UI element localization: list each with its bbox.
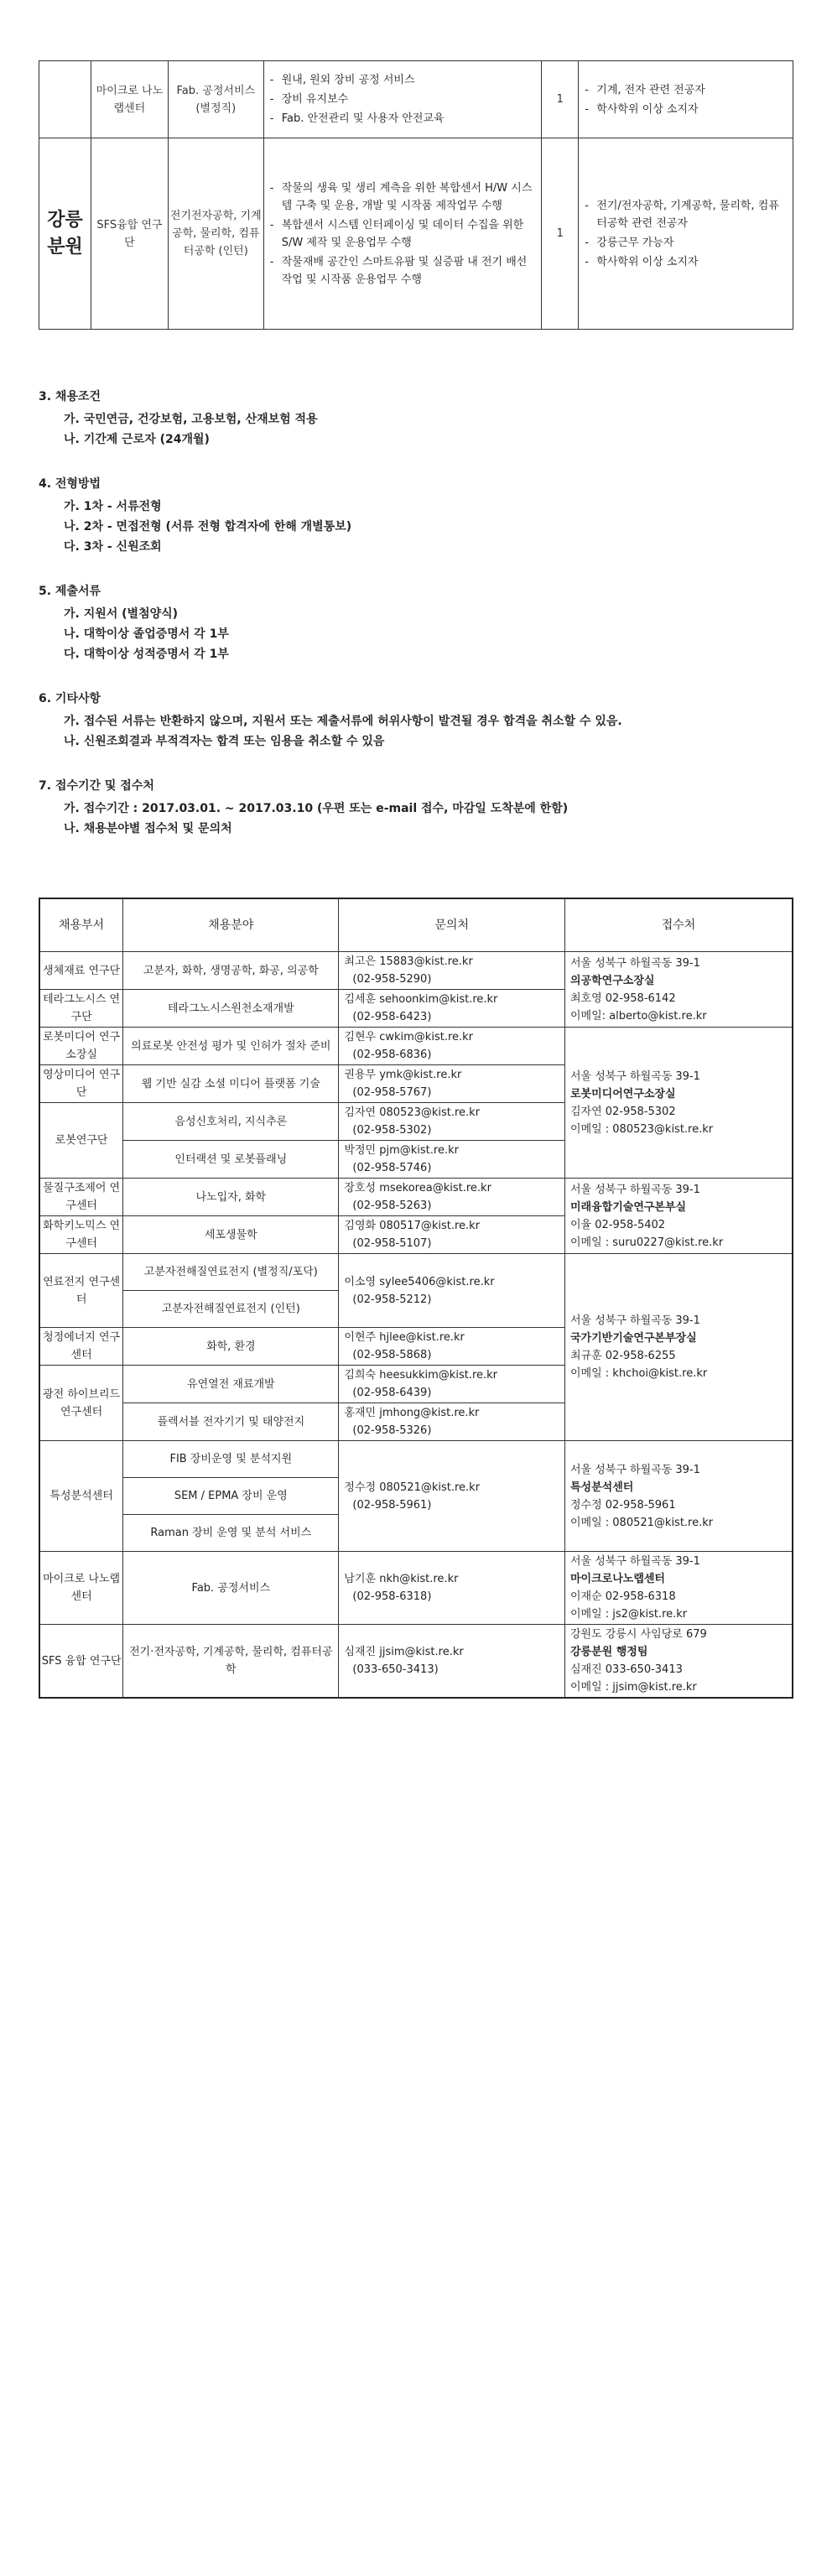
inquiry-cell <box>339 1366 565 1403</box>
qual-item: - 학사학위 이상 소지자 <box>585 101 787 118</box>
section-title: 4. 전형방법 <box>39 477 101 491</box>
inquiry-email: 최고은 15883@kist.re.kr <box>344 955 473 968</box>
table-row <box>39 1254 793 1291</box>
receipt-email: 이메일 : jjsim@kist.re.kr <box>569 1681 697 1694</box>
duties-cell <box>263 138 542 330</box>
section-item: 나. 기간제 근로자 (24개월) <box>64 433 210 446</box>
field-cell: 전기·전자공학, 기계공학, 물리학, 컴퓨터공학 <box>123 1625 339 1699</box>
count-cell: 1 <box>542 61 579 138</box>
table-row <box>39 1441 793 1478</box>
section-item: 다. 3차 - 신원조회 <box>64 540 162 554</box>
inquiry-cell <box>339 1328 565 1366</box>
receipt-address: 강원도 강릉시 사임당로 679 <box>569 1628 707 1641</box>
receipt-office: 의공학연구소장실 <box>569 974 655 987</box>
inquiry-email: 정수정 080521@kist.re.kr <box>344 1481 481 1494</box>
inquiry-email: 심재진 jjsim@kist.re.kr <box>344 1646 464 1658</box>
inquiry-cell <box>339 1179 565 1216</box>
inquiry-cell <box>339 1441 565 1552</box>
receipt-address: 서울 성북구 하월곡동 39-1 <box>569 1463 700 1476</box>
section-block <box>39 777 793 839</box>
inquiry-phone: (02-958-6423) <box>352 1011 432 1023</box>
dept-cell: 광전 하이브리드 연구센터 <box>39 1366 123 1441</box>
receipt-cell <box>564 1179 793 1254</box>
inquiry-phone: (02-958-5868) <box>352 1349 432 1361</box>
receipt-email: 이메일 : 080523@kist.re.kr <box>569 1122 714 1136</box>
duty-item: - 작물의 생육 및 생리 계측을 위한 복합센서 H/W 시스템 구축 및 운용, 개발 및 시작품 제작업무 수행 <box>270 180 536 215</box>
section-item: 나. 채용분야별 접수처 및 문의처 <box>64 822 232 835</box>
field-cell: FIB 장비운영 및 분석지원 <box>123 1441 339 1478</box>
receipt-email: 이메일 : khchoi@kist.re.kr <box>569 1367 708 1380</box>
section-item: 나. 2차 - 면접전형 (서류 전형 합격자에 한해 개별통보) <box>64 520 352 533</box>
dept-cell: 테라그노시스 연구단 <box>39 990 123 1028</box>
inquiry-phone: (02-958-5290) <box>352 973 432 986</box>
inquiry-cell <box>339 1254 565 1328</box>
section-item: 가. 접수기간 : 2017.03.01. ~ 2017.03.10 (우편 또는 e-mail 접수, 마감일 도착분에 한함) <box>64 802 569 815</box>
inquiry-phone: (033-650-3413) <box>352 1663 439 1676</box>
inquiry-cell <box>339 1216 565 1254</box>
receipt-address: 서울 성북구 하월곡동 39-1 <box>569 1069 700 1083</box>
receipt-person: 이재순 02-958-6318 <box>569 1590 676 1603</box>
inquiry-phone: (02-958-6318) <box>352 1590 432 1603</box>
dept-cell: 특성분석센터 <box>39 1441 123 1552</box>
receipt-email: 이메일 : js2@kist.re.kr <box>569 1608 688 1621</box>
dept-cell: 생체재료 연구단 <box>39 952 123 990</box>
column-header: 문의처 <box>339 898 565 952</box>
field-cell: 유연열전 재료개발 <box>123 1366 339 1403</box>
dept-cell: 마이크로 나노랩센터 <box>39 1552 123 1625</box>
dept-cell: 화학키노믹스 연구센터 <box>39 1216 123 1254</box>
field-cell: 세포생물학 <box>123 1216 339 1254</box>
quals-cell <box>579 138 793 330</box>
org-cell: 강릉 분원 <box>39 138 91 330</box>
receipt-address: 서울 성북구 하월곡동 39-1 <box>569 956 700 970</box>
inquiry-phone: (02-958-6836) <box>352 1049 432 1061</box>
receipt-person: 심재진 033-650-3413 <box>569 1663 683 1676</box>
inquiry-email: 이소영 sylee5406@kist.re.kr <box>344 1275 495 1288</box>
quals-list <box>580 75 792 125</box>
count-cell: 1 <box>542 138 579 330</box>
inquiry-cell <box>339 990 565 1028</box>
inquiry-email: 김자연 080523@kist.re.kr <box>344 1106 481 1119</box>
receipt-cell <box>564 1254 793 1441</box>
field-cell: 화학, 환경 <box>123 1328 339 1366</box>
field-cell: 플렉서블 전자기기 및 태양전지 <box>123 1403 339 1441</box>
field-cell: Fab. 공정서비스 (별정직) <box>168 61 263 138</box>
inquiry-cell <box>339 1141 565 1179</box>
inquiry-cell <box>339 1625 565 1699</box>
receipt-person: 최호영 02-958-6142 <box>569 991 676 1005</box>
receipt-email: 이메일 : 080521@kist.re.kr <box>569 1516 714 1529</box>
recruit-conditions <box>39 388 793 864</box>
inquiry-email: 홍재민 jmhong@kist.re.kr <box>344 1407 480 1419</box>
quals-list <box>580 190 792 278</box>
qual-item: - 기계, 전자 관련 전공자 <box>585 81 787 99</box>
quals-cell <box>579 61 793 138</box>
section-title: 7. 접수기간 및 접수처 <box>39 779 154 793</box>
inquiry-phone: (02-958-5961) <box>352 1498 432 1512</box>
section-item: 가. 접수된 서류는 반환하지 않으며, 지원서 또는 제출서류에 허위사항이 발견될 경우 합격을 취소할 수 있음. <box>64 715 622 728</box>
top-recruit-table <box>39 60 793 330</box>
inquiry-email: 이현주 hjlee@kist.re.kr <box>344 1331 465 1344</box>
inquiry-phone: (02-958-5746) <box>352 1162 432 1174</box>
org-cell <box>39 61 91 138</box>
receipt-person: 정수정 02-958-5961 <box>569 1498 676 1512</box>
dept-cell: SFS 융합 연구단 <box>39 1625 123 1699</box>
duty-item: - 원내, 원외 장비 공정 서비스 <box>270 71 536 89</box>
qual-item: - 강릉근무 가능자 <box>585 234 787 252</box>
field-cell: 음성신호처리, 지식추론 <box>123 1103 339 1141</box>
field-cell: Fab. 공정서비스 <box>123 1552 339 1625</box>
inquiry-email: 박정민 pjm@kist.re.kr <box>344 1144 459 1157</box>
duties-list <box>265 65 541 134</box>
field-cell: 웹 기반 실감 소셜 미디어 플랫폼 기술 <box>123 1065 339 1103</box>
field-cell: 인터랙션 및 로봇플래닝 <box>123 1141 339 1179</box>
dept-cell: 로봇미디어 연구소장실 <box>39 1028 123 1065</box>
inquiry-cell <box>339 1552 565 1625</box>
inquiry-phone: (02-958-5107) <box>352 1237 432 1250</box>
inquiry-cell <box>339 1103 565 1141</box>
receipt-office: 미래융합기술연구본부실 <box>569 1200 687 1214</box>
field-cell: 고분자전해질연료전지 (인턴) <box>123 1291 339 1328</box>
section-block <box>39 582 793 664</box>
inquiry-phone: (02-958-5212) <box>352 1293 432 1306</box>
receipt-cell <box>564 1625 793 1699</box>
receipt-address: 서울 성북구 하월곡동 39-1 <box>569 1183 700 1196</box>
section-block <box>39 690 793 752</box>
inquiry-phone: (02-958-6439) <box>352 1387 432 1399</box>
dept-cell: 물질구조제어 연구센터 <box>39 1179 123 1216</box>
field-cell: 나노입자, 화학 <box>123 1179 339 1216</box>
dept-cell: 로봇연구단 <box>39 1103 123 1179</box>
recruit-row <box>39 61 793 138</box>
receipt-person: 최규훈 02-958-6255 <box>569 1350 676 1362</box>
duties-cell <box>263 61 542 138</box>
section-item: 가. 1차 - 서류전형 <box>64 500 162 513</box>
receipt-person: 이율 02-958-5402 <box>569 1218 666 1231</box>
field-cell: SEM / EPMA 장비 운영 <box>123 1478 339 1515</box>
inquiry-email: 권용무 ymk@kist.re.kr <box>344 1069 462 1081</box>
receipt-person: 김자연 02-958-5302 <box>569 1105 676 1118</box>
receipt-cell <box>564 1552 793 1625</box>
recruit-row <box>39 138 793 330</box>
receipt-cell <box>564 1028 793 1179</box>
inquiry-phone: (02-958-5326) <box>352 1424 432 1437</box>
section-title: 3. 채용조건 <box>39 390 101 403</box>
section-title: 6. 기타사항 <box>39 692 101 705</box>
field-cell: Raman 장비 운영 및 분석 서비스 <box>123 1515 339 1552</box>
inquiry-email: 김영화 080517@kist.re.kr <box>344 1220 481 1232</box>
section-item: 다. 대학이상 성적증명서 각 1부 <box>64 648 229 661</box>
field-cell: 의료로봇 안전성 평가 및 인허가 절차 준비 <box>123 1028 339 1065</box>
dept-cell: 청정에너지 연구센터 <box>39 1328 123 1366</box>
inquiry-cell <box>339 952 565 990</box>
section-item: 나. 신원조회결과 부적격자는 합격 또는 임용을 취소할 수 있음 <box>64 735 385 748</box>
dept-cell: 연료전지 연구센터 <box>39 1254 123 1328</box>
field-cell: 전기전자공학, 기계공학, 물리학, 컴퓨터공학 (인턴) <box>168 138 263 330</box>
receipt-office: 마이크로나노랩센터 <box>569 1573 665 1585</box>
unit-cell: SFS융합 연구단 <box>91 138 168 330</box>
column-header: 채용분야 <box>123 898 339 952</box>
receipt-office: 로봇미디어연구소장실 <box>569 1087 676 1101</box>
receipt-office: 특성분석센터 <box>569 1481 634 1494</box>
receipt-address: 서울 성북구 하월곡동 39-1 <box>569 1555 700 1568</box>
receipt-address: 서울 성북구 하월곡동 39-1 <box>569 1314 700 1327</box>
inquiry-phone: (02-958-5263) <box>352 1200 432 1212</box>
section-title: 5. 제출서류 <box>39 585 101 598</box>
qual-item: - 전기/전자공학, 기계공학, 물리학, 컴퓨터공학 관련 전공자 <box>585 197 787 232</box>
column-header: 채용부서 <box>39 898 123 952</box>
inquiry-email: 김세훈 sehoonkim@kist.re.kr <box>344 993 498 1006</box>
inquiry-phone: (02-958-5767) <box>352 1086 432 1099</box>
inquiry-phone: (02-958-5302) <box>352 1124 432 1137</box>
section-item: 나. 대학이상 졸업증명서 각 1부 <box>64 627 229 641</box>
column-header: 접수처 <box>564 898 793 952</box>
inquiry-cell <box>339 1065 565 1103</box>
inquiry-cell <box>339 1403 565 1441</box>
unit-cell: 마이크로 나노랩센터 <box>91 61 168 138</box>
inquiry-cell <box>339 1028 565 1065</box>
receipt-office: 국가기반기술연구본부장실 <box>569 1332 697 1345</box>
inquiry-email: 김희숙 heesukkim@kist.re.kr <box>344 1369 498 1382</box>
section-block <box>39 475 793 557</box>
table-row <box>39 952 793 990</box>
contact-table <box>39 898 793 1699</box>
duty-item: - 복합센서 시스템 인터페이싱 및 데이터 수집을 위한 S/W 제작 및 운용업무 수행 <box>270 216 536 252</box>
table-row <box>39 1552 793 1625</box>
inquiry-email: 장호성 msekorea@kist.re.kr <box>344 1182 491 1194</box>
duty-item: - 작물재배 공간인 스마트유팜 및 실증팜 내 전기 배선 작업 및 시작품 운용업무 수행 <box>270 253 536 289</box>
field-cell: 테라그노시스원천소재개발 <box>123 990 339 1028</box>
dept-cell: 영상미디어 연구단 <box>39 1065 123 1103</box>
duty-item: - 장비 유지보수 <box>270 91 536 108</box>
table-row <box>39 1028 793 1065</box>
table-row <box>39 1625 793 1699</box>
section-block <box>39 388 793 450</box>
qual-item: - 학사학위 이상 소지자 <box>585 253 787 271</box>
field-cell: 고분자, 화학, 생명공학, 화공, 의공학 <box>123 952 339 990</box>
receipt-cell <box>564 1441 793 1552</box>
duty-item: - Fab. 안전관리 및 사용자 안전교육 <box>270 110 536 127</box>
field-cell: 고분자전해질연료전지 (별정직/포닥) <box>123 1254 339 1291</box>
duties-list <box>265 173 541 295</box>
section-item: 가. 지원서 (별첨양식) <box>64 607 179 621</box>
table-row <box>39 1179 793 1216</box>
receipt-office: 강릉분원 행정팀 <box>569 1646 648 1658</box>
inquiry-email: 남기훈 nkh@kist.re.kr <box>344 1573 459 1585</box>
receipt-cell <box>564 952 793 1028</box>
inquiry-email: 김현우 cwkim@kist.re.kr <box>344 1031 474 1043</box>
receipt-email: 이메일: alberto@kist.re.kr <box>569 1009 707 1023</box>
receipt-email: 이메일 : suru0227@kist.re.kr <box>569 1236 724 1249</box>
section-item: 가. 국민연금, 건강보험, 고용보험, 산재보험 적용 <box>64 413 318 426</box>
